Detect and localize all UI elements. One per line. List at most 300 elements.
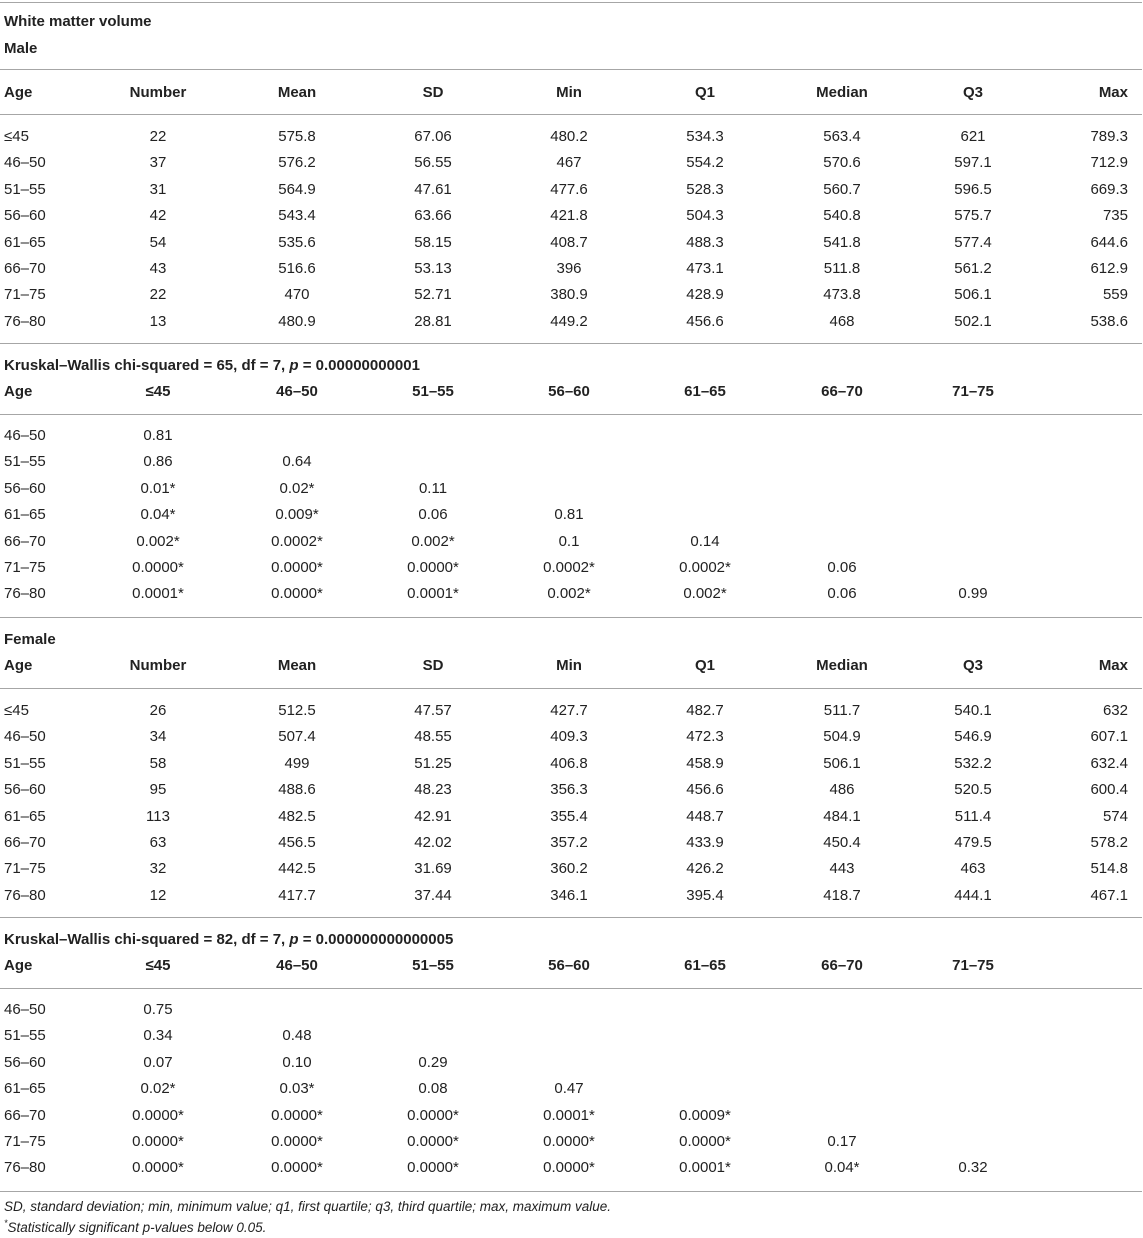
table-cell: 51–55 (4, 453, 46, 471)
table-row (0, 557, 1143, 579)
table-cell: 71–75 (4, 860, 46, 878)
table-row (0, 999, 1143, 1021)
table-cell: 0.04* (824, 1159, 860, 1177)
table-cell: SD (422, 84, 444, 101)
table-cell: 546.9 (954, 728, 992, 746)
table-row (0, 258, 1143, 280)
table-cell: 488.3 (686, 233, 724, 251)
table-cell: 71–75 (952, 957, 994, 974)
table-row (0, 1157, 1143, 1179)
table-row (0, 478, 1143, 500)
table-cell: 541.8 (823, 233, 861, 251)
table-cell: 421.8 (550, 207, 588, 225)
table-cell: 563.4 (823, 128, 861, 145)
table-cell: 570.6 (823, 154, 861, 172)
table-cell: 600.4 (1090, 781, 1128, 799)
table-cell: 66–70 (821, 957, 863, 974)
table-cell: 26 (149, 702, 167, 719)
table-row (0, 1052, 1143, 1074)
table-cell: 0.99 (958, 585, 988, 603)
table-cell: 644.6 (1090, 233, 1128, 251)
table-row (0, 126, 1143, 148)
table-cell: 735 (1102, 207, 1128, 225)
table-cell: 444.1 (954, 886, 992, 904)
table-cell: ≤45 (4, 702, 29, 719)
table-cell: 46–50 (276, 383, 318, 400)
table-cell: 37 (149, 154, 167, 172)
table-cell: 0.0000* (407, 1106, 459, 1124)
table-cell: 0.0000* (543, 1133, 595, 1150)
table-cell: 61–65 (684, 383, 726, 400)
table-row (0, 806, 1143, 828)
table-cell: 22 (149, 286, 167, 304)
table-cell: 71–75 (4, 286, 46, 304)
table-row (0, 885, 1143, 907)
table-cell: 528.3 (686, 180, 724, 198)
table-cell: 520.5 (954, 781, 992, 799)
rule-male-header-top (0, 69, 1142, 70)
header-row (0, 82, 1143, 104)
table-cell: Age (4, 957, 33, 974)
header-row (0, 381, 1143, 403)
table-cell: 61–65 (4, 506, 46, 524)
table-cell: 456.6 (686, 312, 724, 330)
footnote-star: * (4, 1218, 8, 1228)
table-cell: 56–60 (4, 479, 46, 497)
table-cell: 0.1 (558, 532, 580, 550)
table-cell: 113 (146, 807, 170, 825)
table-cell: 31.69 (414, 860, 452, 878)
table-row (0, 311, 1143, 333)
table-cell: Q1 (694, 84, 716, 101)
female-kw-p-label: p (289, 931, 299, 948)
male-section-label: Male (4, 40, 38, 57)
table-cell: Q1 (694, 657, 716, 674)
table-cell: Mean (277, 84, 317, 101)
male-kw-p-value: = 0.00000000001 (298, 357, 420, 374)
table-cell: Min (556, 84, 582, 101)
rule-male-pair-header-bottom (0, 414, 1142, 415)
table-row (0, 425, 1143, 447)
table-cell: 0.002* (136, 532, 180, 550)
footnote-significance-text: Statistically significant p-values below 0.05. (7, 1220, 267, 1235)
table-cell: 48.23 (414, 781, 452, 799)
male-kw-p-label: p (289, 357, 299, 374)
table-cell: 480.9 (278, 312, 316, 330)
table-cell: 0.0000* (132, 1106, 184, 1124)
table-row (0, 583, 1143, 605)
table-cell: 61–65 (684, 957, 726, 974)
table-cell: 47.61 (414, 180, 452, 198)
table-cell: 0.02* (140, 1080, 176, 1098)
table-cell: 0.002* (411, 532, 455, 550)
table-cell: 34 (149, 728, 167, 746)
bottom-rule (0, 1191, 1142, 1192)
table-cell: 46–50 (4, 1001, 46, 1018)
table-cell: 0.0000* (407, 559, 459, 576)
table-cell: 76–80 (4, 585, 46, 603)
table-cell: 56–60 (4, 781, 46, 799)
table-cell: 621 (960, 128, 986, 145)
table-cell: Max (1098, 657, 1128, 674)
table-cell: 0.0000* (271, 1159, 323, 1177)
table-row (0, 284, 1143, 306)
table-cell: 380.9 (550, 286, 588, 304)
table-cell: 28.81 (414, 312, 452, 330)
table-cell: 470 (284, 286, 310, 304)
table-cell: 46–50 (4, 728, 46, 746)
table-cell: 534.3 (686, 128, 724, 145)
table-cell: 467 (556, 154, 582, 172)
table-cell: 443 (829, 860, 855, 878)
table-cell: 54 (149, 233, 167, 251)
table-cell: 504.9 (823, 728, 861, 746)
table-cell: Age (4, 383, 33, 400)
table-cell: 58 (149, 754, 167, 772)
table-row (0, 179, 1143, 201)
table-cell: 42.02 (414, 834, 452, 851)
table-cell: 346.1 (550, 886, 588, 904)
table-cell: 472.3 (686, 728, 724, 746)
table-title: White matter volume (4, 13, 152, 30)
table-cell: 0.17 (827, 1133, 857, 1150)
table-cell: 0.0001* (407, 585, 459, 603)
table-cell: 0.0000* (271, 1133, 323, 1150)
table-cell: 0.04* (140, 506, 176, 524)
table-cell: 42.91 (414, 807, 452, 825)
table-cell: 0.07 (143, 1053, 173, 1071)
table-row (0, 205, 1143, 227)
table-cell: 56–60 (4, 207, 46, 225)
table-cell: 0.48 (282, 1027, 312, 1045)
table-cell: 0.06 (418, 506, 448, 524)
table-cell: 0.0000* (271, 1106, 323, 1124)
table-cell: 406.8 (550, 754, 588, 772)
table-cell: 13 (149, 312, 167, 330)
table-cell: 449.2 (550, 312, 588, 330)
table-cell: 42 (149, 207, 167, 225)
table-cell: 473.1 (686, 260, 724, 277)
table-cell: 540.8 (823, 207, 861, 225)
table-cell: 51–55 (412, 957, 454, 974)
table-row (0, 858, 1143, 880)
table-cell: 0.0002* (543, 559, 595, 576)
table-cell: 71–75 (952, 383, 994, 400)
table-cell: 66–70 (4, 532, 46, 550)
table-cell: 0.06 (827, 559, 857, 576)
table-row (0, 531, 1143, 553)
table-cell: 0.11 (418, 479, 448, 497)
table-cell: 71–75 (4, 559, 46, 576)
table-cell: 511.4 (954, 807, 992, 825)
table-cell: 0.009* (275, 506, 319, 524)
table-row (0, 832, 1143, 854)
table-cell: 514.8 (1090, 860, 1128, 878)
table-row (0, 232, 1143, 254)
table-cell: 486 (829, 781, 855, 799)
table-cell: 0.0000* (132, 559, 184, 576)
table-cell: 484.1 (823, 807, 861, 825)
table-cell: 467.1 (1090, 886, 1128, 904)
table-cell: 408.7 (550, 233, 588, 251)
table-cell: 52.71 (414, 286, 452, 304)
table-cell: 0.34 (143, 1027, 173, 1045)
rule-female-header-bottom (0, 688, 1142, 689)
table-cell: 560.7 (823, 180, 861, 198)
table-cell: 482.5 (278, 807, 316, 825)
table-cell: Age (4, 84, 33, 101)
table-cell: 63.66 (414, 207, 452, 225)
table-cell: 0.81 (554, 506, 584, 524)
table-cell: 360.2 (550, 860, 588, 878)
table-cell: 0.10 (282, 1053, 312, 1071)
table-cell: 66–70 (4, 260, 46, 277)
table-cell: 46–50 (4, 154, 46, 172)
table-cell: 575.7 (954, 207, 992, 225)
table-cell: 56–60 (4, 1053, 46, 1071)
table-cell: 575.8 (278, 128, 316, 145)
table-cell: 477.6 (550, 180, 588, 198)
table-cell: 417.7 (278, 886, 316, 904)
table-cell: 51–55 (4, 754, 46, 772)
table-cell: 0.0000* (271, 585, 323, 603)
table-cell: 51–55 (4, 180, 46, 198)
table-cell: 669.3 (1090, 180, 1128, 198)
female-section-label: Female (4, 631, 56, 648)
top-rule (0, 2, 1142, 3)
header-row (0, 655, 1143, 677)
table-cell: 632.4 (1090, 754, 1128, 772)
table-cell: 51.25 (414, 754, 452, 772)
table-cell: 0.002* (547, 585, 591, 603)
table-cell: 504.3 (686, 207, 724, 225)
male-kw-prefix: Kruskal–Wallis chi-squared = 65, df = 7, (4, 357, 290, 374)
table-cell: 95 (149, 781, 167, 799)
table-cell: 48.55 (414, 728, 452, 746)
rule-male-kw-top (0, 343, 1142, 344)
table-cell: ≤45 (145, 957, 171, 974)
table-row (0, 779, 1143, 801)
table-cell: 712.9 (1090, 154, 1128, 172)
table-cell: 0.03* (279, 1080, 315, 1098)
table-cell: 409.3 (550, 728, 588, 746)
table-cell: 356.3 (550, 781, 588, 799)
table-cell: 0.0000* (271, 559, 323, 576)
female-kw-prefix: Kruskal–Wallis chi-squared = 82, df = 7, (4, 931, 290, 948)
table-cell: 0.0001* (543, 1106, 595, 1124)
table-cell: 12 (149, 886, 167, 904)
table-cell: SD (422, 657, 444, 674)
table-cell: 458.9 (686, 754, 724, 772)
table-cell: 499 (284, 754, 310, 772)
table-cell: 632 (1102, 702, 1128, 719)
table-cell: 480.2 (550, 128, 588, 145)
table-cell: 37.44 (414, 886, 452, 904)
male-kw-line (4, 355, 420, 377)
table-row (0, 451, 1143, 473)
table-cell: 0.0002* (271, 532, 323, 550)
table-cell: 0.0000* (543, 1159, 595, 1177)
rule-female-top (0, 617, 1142, 618)
rule-female-pair-header-bottom (0, 988, 1142, 989)
table-cell: Median (816, 657, 868, 674)
table-cell: Median (816, 84, 868, 101)
table-cell: 47.57 (414, 702, 452, 719)
table-cell: ≤45 (4, 128, 29, 145)
table-cell: 512.5 (278, 702, 316, 719)
table-cell: 511.8 (823, 260, 861, 277)
table-cell: 66–70 (4, 834, 46, 851)
table-cell: 612.9 (1090, 260, 1128, 277)
table-cell: 535.6 (278, 233, 316, 251)
rule-female-kw-top (0, 917, 1142, 918)
table-cell: 456.6 (686, 781, 724, 799)
table-cell: 506.1 (954, 286, 992, 304)
table-cell: 0.0000* (132, 1159, 184, 1177)
table-cell: 442.5 (278, 860, 316, 878)
table-cell: 43 (149, 260, 167, 277)
table-cell: 0.0001* (132, 585, 184, 603)
table-cell: 0.0000* (132, 1133, 184, 1150)
header-row (0, 955, 1143, 977)
table-cell: 76–80 (4, 886, 46, 904)
table-cell: 418.7 (823, 886, 861, 904)
table-cell: ≤45 (145, 383, 171, 400)
rule-male-header-bottom (0, 114, 1142, 115)
table-row (0, 753, 1143, 775)
table-cell: 66–70 (4, 1106, 46, 1124)
table-cell: Age (4, 657, 33, 674)
table-cell: 463 (960, 860, 986, 878)
table-cell: Number (129, 657, 187, 674)
table-cell: 66–70 (821, 383, 863, 400)
table-cell: 56–60 (548, 957, 590, 974)
table-cell: 56.55 (414, 154, 452, 172)
table-cell: 426.2 (686, 860, 724, 878)
table-cell: 427.7 (550, 702, 588, 719)
table-cell: 538.6 (1090, 312, 1128, 330)
table-cell: 559 (1102, 286, 1128, 304)
table-cell: 488.6 (278, 781, 316, 799)
table-cell: 31 (149, 180, 167, 198)
table-cell: 61–65 (4, 1080, 46, 1098)
table-cell: 71–75 (4, 1133, 46, 1150)
table-row (0, 1105, 1143, 1127)
table-cell: 67.06 (414, 128, 452, 145)
table-row (0, 1078, 1143, 1100)
table-cell: 607.1 (1090, 728, 1128, 746)
table-cell: 76–80 (4, 312, 46, 330)
table-cell: 61–65 (4, 233, 46, 251)
table-cell: Q3 (962, 84, 984, 101)
footnote-abbreviations: SD, standard deviation; min, minimum value; q1, first quartile; q3, third quartile; max, maximum value. (4, 1199, 611, 1214)
table-cell: 56–60 (548, 383, 590, 400)
table-cell: 0.0001* (679, 1159, 731, 1177)
table-cell: 355.4 (550, 807, 588, 825)
table-cell: 61–65 (4, 807, 46, 825)
table-cell: 511.7 (823, 702, 861, 719)
table-cell: Q3 (962, 657, 984, 674)
table-cell: 51–55 (412, 383, 454, 400)
table-cell: 597.1 (954, 154, 992, 172)
table-cell: 0.81 (143, 427, 173, 444)
table-cell: 448.7 (686, 807, 724, 825)
table-cell: 577.4 (954, 233, 992, 251)
table-cell: 516.6 (278, 260, 316, 277)
table-cell: 0.29 (418, 1053, 448, 1071)
table-row (0, 726, 1143, 748)
table-cell: 554.2 (686, 154, 724, 172)
table-cell: 574 (1102, 807, 1128, 825)
table-cell: 58.15 (414, 233, 452, 251)
table-cell: Max (1098, 84, 1128, 101)
table-cell: 596.5 (954, 180, 992, 198)
table-cell: 450.4 (823, 834, 861, 851)
table-cell: Min (556, 657, 582, 674)
table-cell: 502.1 (954, 312, 992, 330)
table-cell: 0.01* (140, 479, 176, 497)
table-cell: 32 (149, 860, 167, 878)
table-cell: 456.5 (278, 834, 316, 851)
table-cell: 53.13 (414, 260, 452, 277)
table-cell: 0.0000* (407, 1159, 459, 1177)
table-cell: 482.7 (686, 702, 724, 719)
table-cell: 561.2 (954, 260, 992, 277)
table-cell: 532.2 (954, 754, 992, 772)
table-cell: 51–55 (4, 1027, 46, 1045)
female-kw-p-value: = 0.000000000000005 (298, 931, 454, 948)
table-cell: 396 (556, 260, 582, 277)
table-cell: 0.86 (143, 453, 173, 471)
table-row (0, 1131, 1143, 1153)
table-cell: 428.9 (686, 286, 724, 304)
table-row (0, 504, 1143, 526)
table-cell: 0.06 (827, 585, 857, 603)
table-cell: 46–50 (4, 427, 46, 444)
table-cell: Number (129, 84, 187, 101)
table-cell: 46–50 (276, 957, 318, 974)
table-cell: 789.3 (1090, 128, 1128, 145)
table-cell: 543.4 (278, 207, 316, 225)
table-cell: 0.08 (418, 1080, 448, 1098)
table-row (0, 700, 1143, 722)
table-cell: 433.9 (686, 834, 724, 851)
table-cell: 395.4 (686, 886, 724, 904)
table-cell: 22 (149, 128, 167, 145)
table-cell: 63 (149, 834, 167, 851)
table-cell: 0.14 (690, 532, 720, 550)
table-cell: 0.02* (279, 479, 315, 497)
table-cell: 0.002* (683, 585, 727, 603)
table-cell: 564.9 (278, 180, 316, 198)
table-cell: 540.1 (954, 702, 992, 719)
table-cell: 0.47 (554, 1080, 584, 1098)
table-cell: 468 (829, 312, 855, 330)
table-cell: 0.0009* (679, 1106, 731, 1124)
table-cell: 0.64 (282, 453, 312, 471)
table-cell: 0.0000* (407, 1133, 459, 1150)
table-cell: 507.4 (278, 728, 316, 746)
table-cell: 0.75 (143, 1001, 173, 1018)
table-cell: Mean (277, 657, 317, 674)
table-row (0, 1025, 1143, 1047)
table-cell: 578.2 (1090, 834, 1128, 851)
footnote-significance (4, 1220, 266, 1235)
table-cell: 506.1 (823, 754, 861, 772)
table-cell: 0.0002* (679, 559, 731, 576)
table-cell: 479.5 (954, 834, 992, 851)
table-cell: 357.2 (550, 834, 588, 851)
